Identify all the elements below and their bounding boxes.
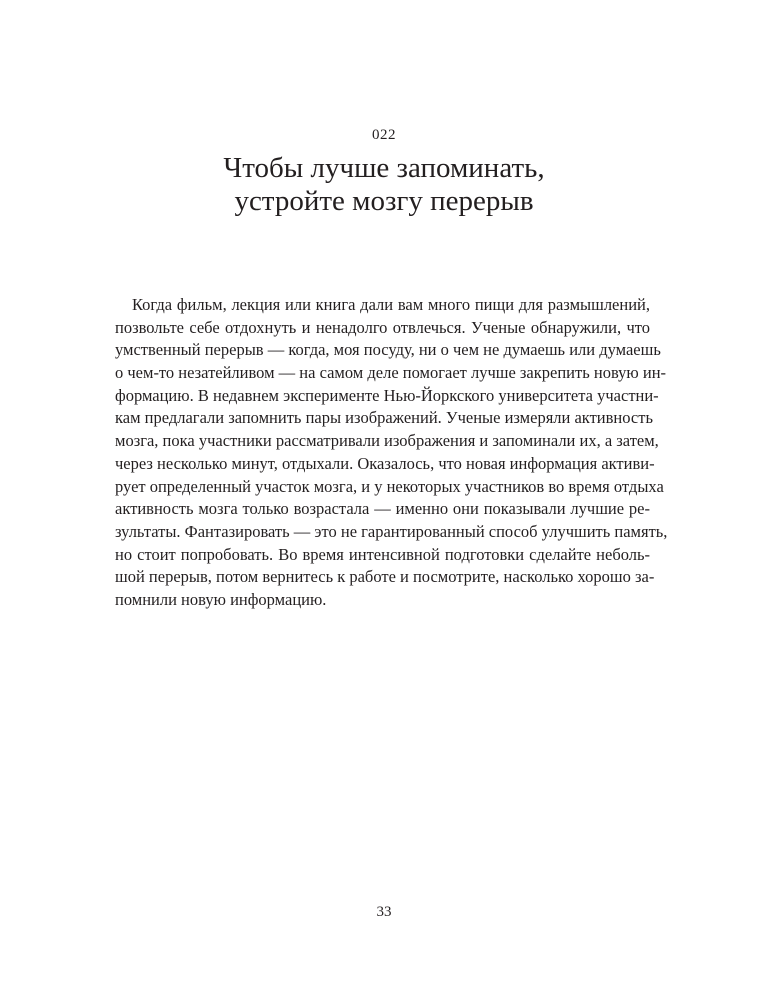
chapter-number: 022 [372,127,396,143]
chapter-title [0,152,768,218]
text-line: но стоит попробовать. Во время интенсивной подготовки сделайте неболь- [115,544,650,564]
text-line: умственный перерыв — когда, моя посуду, ни о чем не думаешь или думаешь [115,340,661,360]
text-line: формацию. В недавнем эксперименте Нью-Йоркского университета участни- [115,385,659,405]
text-line: мозга, пока участники рассматривали изображения и запоминали их, а затем, [115,431,659,451]
chapter-title-line: Чтобы лучше запоминать, [223,152,545,184]
text-line: Когда фильм, лекция или книга дали вам много пищи для размышлений, [132,295,650,314]
text-line: через несколько минут, отдыхали. Оказалось, что новая информация активи- [115,453,655,473]
chapter-title-line: устройте мозгу перерыв [234,185,534,217]
text-line: рует определенный участок мозга, и у некоторых участников во время отдыха [115,476,664,496]
body-paragraph [115,294,668,612]
text-line: кам предлагали запомнить пары изображений. Ученые измеряли активность [115,408,653,428]
text-line: помнили новую информацию. [115,589,327,609]
text-line: позвольте себе отдохнуть и ненадолго отвлечься. Ученые обнаружили, что [115,317,650,337]
text-line: о чем-то незатейливом — на самом деле помогает лучше закрепить новую ин- [115,363,667,383]
text-line: активность мозга только возрастала — именно они показывали лучшие ре- [115,499,650,519]
text-line: зультаты. Фантазировать — это не гарантированный способ улучшить память, [115,521,668,541]
text-line: шой перерыв, потом вернитесь к работе и посмотрите, насколько хорошо за- [115,567,655,587]
page-number: 33 [376,904,392,920]
